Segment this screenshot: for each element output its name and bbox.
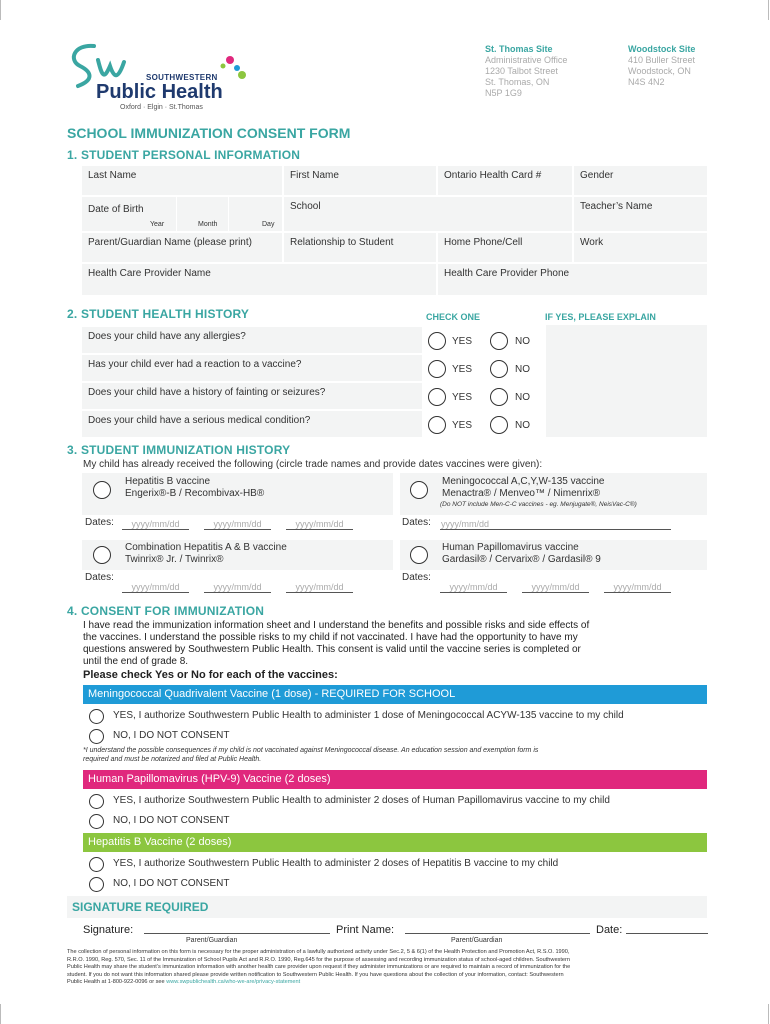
hepb-date-1[interactable]: yyyy/mm/dd (122, 519, 189, 530)
men-note (83, 746, 538, 764)
field-label: First Name (290, 170, 339, 181)
field-label: Gender (580, 170, 614, 181)
site-line: Woodstock, ON (628, 66, 691, 76)
men-note-line: required and must be notarized and filed at Public Health. (83, 756, 262, 763)
field-label: Health Care Provider Name (88, 268, 211, 279)
section1-title: 1. STUDENT PERSONAL INFORMATION (67, 148, 301, 162)
field-label: Date of Birth (88, 204, 144, 215)
combo-history-line1: Combination Hepatitis A & B vaccine (125, 542, 287, 553)
signature-line[interactable] (144, 933, 330, 934)
field-label: Teacher’s Name (580, 201, 653, 212)
footer-line: R.R.O. 1990, Reg. 570, Sec. 11 of the Immunization of School Pupils Act and R.R.O. 1990, Reg.645 for the purpose of assessing and recording immunization status of school-aged children. Southwestern (67, 956, 570, 963)
health-question-row (82, 327, 422, 353)
hepb-yes-label: YES, I authorize Southwestern Public Health to administer 2 doses of Hepatitis B vaccine to my child (113, 858, 559, 869)
men-history-line2: Menactra® / Menveo™ / Nimenrix® (442, 488, 601, 499)
no-label: NO (515, 364, 530, 375)
health-question-row (82, 411, 422, 437)
gender-field[interactable] (574, 166, 707, 195)
no-label: NO (515, 336, 530, 347)
hepb-dates-label: Dates: (85, 517, 114, 528)
dob-field[interactable] (82, 197, 282, 231)
field-label: Last Name (88, 170, 137, 181)
footer-line (67, 979, 707, 987)
guardian-name-field[interactable] (82, 233, 282, 262)
consent-line: until the end of grade 8. (83, 656, 189, 667)
hpv-no-label: NO, I DO NOT CONSENT (113, 815, 230, 826)
field-label: School (290, 201, 321, 212)
last-name-field[interactable] (82, 166, 282, 195)
hepb-date-3[interactable]: yyyy/mm/dd (286, 519, 353, 530)
explain-field[interactable] (546, 325, 707, 437)
hpv-history-radio[interactable] (410, 546, 428, 564)
site-title: Woodstock Site (628, 44, 696, 54)
no-radio[interactable] (490, 388, 508, 406)
work-phone-field[interactable] (574, 233, 707, 262)
health-question-label: Does your child have a history of fainting or seizures? (88, 387, 326, 398)
hepb-history-line2: Engerix®-B / Recombivax-HB® (125, 488, 265, 499)
hpv-date-2[interactable]: yyyy/mm/dd (522, 582, 589, 593)
men-history-line1: Meningococcal A,C,Y,W-135 vaccine (442, 476, 605, 487)
combo-history-radio[interactable] (93, 546, 111, 564)
check-prompt: Please check Yes or No for each of the vaccines: (83, 669, 338, 681)
site-line: St. Thomas, ON (485, 77, 550, 87)
site-line: 410 Buller Street (628, 55, 696, 65)
site-line: N5P 1G9 (485, 88, 522, 98)
field-label: Health Care Provider Phone (444, 268, 570, 279)
hpv-history-line1: Human Papillomavirus vaccine (442, 542, 579, 553)
men-history-note: (Do NOT include Men-C-C vaccines - eg. Menjugate®, NeisVac-C®) (440, 501, 637, 508)
hepb-history-radio[interactable] (93, 481, 111, 499)
footer-line: The collection of personal information on this form is necessary for the proper administration of a lawfully authorized activity under Sec.2, 5 & 6(1) of the Health Protection and Promotion Act, R.S.O. 1990, (67, 949, 570, 955)
hepb-history-line1: Hepatitis B vaccine (125, 476, 211, 487)
first-name-field[interactable] (284, 166, 436, 195)
school-field[interactable] (284, 197, 572, 231)
site-title: St. Thomas Site (485, 44, 553, 54)
consent-paragraph (83, 620, 589, 668)
men-dates-label: Dates: (402, 517, 431, 528)
crop-mark (768, 1004, 769, 1024)
privacy-link[interactable]: www.swpublichealth.ca/who-we-are/privacy-statement (166, 979, 301, 986)
consent-line: the vaccines. I understand the possible risks to my child if not vaccinated. I have had the opportunity to have my (83, 632, 578, 643)
signature-title: SIGNATURE REQUIRED (72, 900, 209, 914)
men-yes-label: YES, I authorize Southwestern Public Health to administer 1 dose of Meningococcal ACYW-135 vaccine to my child (113, 710, 624, 721)
signature-header (67, 896, 707, 918)
provider-name-field[interactable] (82, 264, 436, 295)
dob-divider (176, 197, 177, 231)
print-name-line[interactable] (405, 933, 590, 934)
field-label: Relationship to Student (290, 237, 394, 248)
health-question-row (82, 355, 422, 381)
print-name-label: Print Name: (336, 924, 395, 936)
combo-date-1[interactable]: yyyy/mm/dd (122, 582, 189, 593)
health-question-label: Has your child ever had a reaction to a vaccine? (88, 359, 302, 370)
section4-title: 4. CONSENT FOR IMMUNIZATION (67, 604, 265, 618)
dob-month-label: Month (198, 221, 218, 228)
privacy-footer (67, 949, 707, 987)
dob-day-label: Day (262, 221, 275, 228)
home-phone-field[interactable] (438, 233, 572, 262)
hpv-consent-bar: Human Papillomavirus (HPV-9) Vaccine (2 doses) (83, 770, 707, 789)
men-yes-radio[interactable] (89, 709, 104, 724)
footer-prefix: Public Health at 1-800-922-0096 or see (67, 979, 167, 986)
men-no-radio[interactable] (89, 729, 104, 744)
hepb-date-2[interactable]: yyyy/mm/dd (204, 519, 271, 530)
yes-label: YES (452, 336, 473, 347)
hpv-yes-radio[interactable] (89, 794, 104, 809)
combo-date-2[interactable]: yyyy/mm/dd (204, 582, 271, 593)
field-label: Work (580, 237, 604, 248)
signature-label: Signature: (83, 924, 134, 936)
section3-title: 3. STUDENT IMMUNIZATION HISTORY (67, 443, 291, 457)
combo-history-line2: Twinrix® Jr. / Twinrix® (125, 554, 224, 565)
relationship-field[interactable] (284, 233, 436, 262)
combo-date-3[interactable]: yyyy/mm/dd (286, 582, 353, 593)
yes-radio[interactable] (428, 332, 446, 350)
site-st-thomas (485, 44, 567, 99)
brand-line2: Public Health (96, 81, 223, 103)
site-line: Administrative Office (485, 55, 568, 65)
hpv-history-line2: Gardasil® / Cervarix® / Gardasil® 9 (442, 554, 601, 565)
logo (64, 36, 254, 116)
combo-dates-label: Dates: (85, 572, 114, 583)
date-line[interactable] (626, 933, 708, 934)
hepb-consent-bar: Hepatitis B Vaccine (2 doses) (83, 833, 707, 852)
crop-mark (0, 0, 1, 20)
teacher-field[interactable] (574, 197, 707, 231)
yes-radio[interactable] (428, 416, 446, 434)
yes-label: YES (452, 364, 473, 375)
hpv-no-radio[interactable] (89, 814, 104, 829)
field-label: Home Phone/Cell (444, 237, 523, 248)
health-question-label: Does your child have a serious medical condition? (88, 415, 311, 426)
no-radio[interactable] (490, 360, 508, 378)
hepb-no-radio[interactable] (89, 877, 104, 892)
no-label: NO (515, 392, 530, 403)
men-date-1[interactable]: yyyy/mm/dd (440, 519, 671, 530)
if-yes-label: IF YES, PLEASE EXPLAIN (545, 312, 656, 322)
no-radio[interactable] (490, 332, 508, 350)
guardian-caption-2: Parent/Guardian (451, 937, 503, 944)
consent-line: questions answered by Southwestern Public Health. This consent is valid until the vaccine series is completed or (83, 644, 581, 655)
field-label: Ontario Health Card # (444, 170, 542, 181)
men-consent-bar: Meningococcal Quadrivalent Vaccine (1 dose) - REQUIRED FOR SCHOOL (83, 685, 707, 704)
crop-mark (0, 1004, 1, 1024)
check-one-label: CHECK ONE (426, 312, 481, 322)
no-radio[interactable] (490, 416, 508, 434)
health-question-row (82, 383, 422, 409)
health-card-field[interactable] (438, 166, 572, 195)
site-line: 1230 Talbot Street (485, 66, 558, 76)
hpv-dates-label: Dates: (402, 572, 431, 583)
yes-radio[interactable] (428, 360, 446, 378)
section2-title: 2. STUDENT HEALTH HISTORY (67, 307, 250, 321)
brand-line1: SOUTHWESTERN (146, 73, 218, 82)
men-no-label: NO, I DO NOT CONSENT (113, 730, 230, 741)
men-history-radio[interactable] (410, 481, 428, 499)
site-woodstock (628, 44, 695, 88)
yes-label: YES (452, 392, 473, 403)
dob-year-label: Year (150, 221, 165, 228)
date-label: Date: (596, 924, 623, 936)
dob-divider (228, 197, 229, 231)
men-note-line: *I understand the possible consequences if my child is not vaccinated against Meningococcal disease. An education session and exemption form is (83, 747, 539, 754)
hepb-no-label: NO, I DO NOT CONSENT (113, 878, 230, 889)
crop-mark (768, 0, 769, 20)
brand-regions: Oxford · Elgin · St.Thomas (120, 104, 203, 111)
hpv-date-1[interactable]: yyyy/mm/dd (440, 582, 507, 593)
health-question-label: Does your child have any allergies? (88, 331, 246, 342)
consent-line: I have read the immunization information sheet and I understand the benefits and possible risks and side effects of (83, 620, 590, 631)
footer-line: student. If you do not want this information shared please provide written notification to Southwestern Public Health. If you have questions about the collection of your information, contact: Southwestern (67, 971, 564, 978)
hpv-yes-label: YES, I authorize Southwestern Public Health to administer 2 doses of Human Papillomavirus vaccine to my child (113, 795, 610, 806)
hepb-yes-radio[interactable] (89, 857, 104, 872)
yes-radio[interactable] (428, 388, 446, 406)
section3-intro: My child has already received the following (circle trade names and provide dates vaccines were given): (83, 459, 543, 470)
form-title: SCHOOL IMMUNIZATION CONSENT FORM (67, 125, 351, 141)
site-line: N4S 4N2 (628, 77, 665, 87)
guardian-caption-1: Parent/Guardian (186, 937, 238, 944)
hpv-date-3[interactable]: yyyy/mm/dd (604, 582, 671, 593)
yes-label: YES (452, 420, 473, 431)
field-label: Parent/Guardian Name (please print) (88, 237, 252, 248)
no-label: NO (515, 420, 530, 431)
provider-phone-field[interactable] (438, 264, 707, 295)
footer-line: Public Health may share the student’s immunization information with another health care provider upon request if they administer immunizations or are required to maintain a record of immunization for the (67, 964, 571, 971)
